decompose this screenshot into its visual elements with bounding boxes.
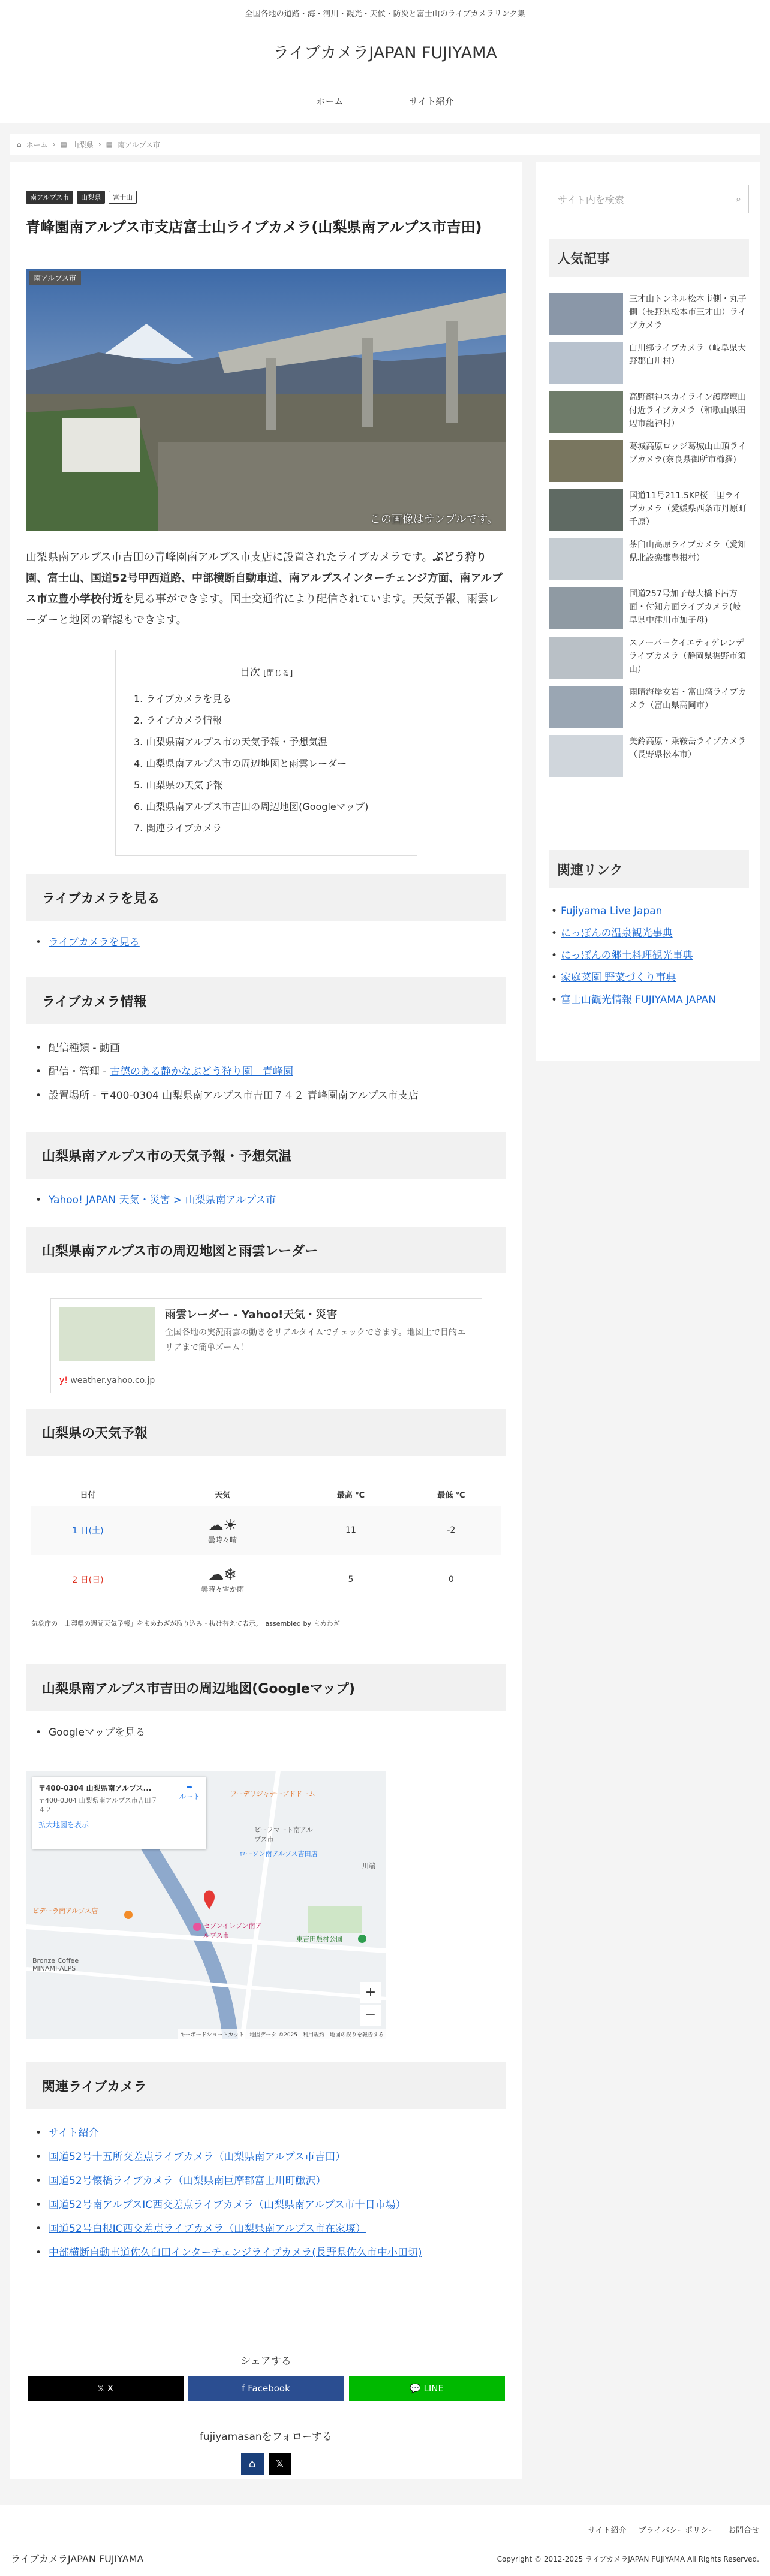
site-title[interactable]: ライブカメラJAPAN FUJIYAMA [273, 44, 497, 62]
map-address-title: 〒400-0304 山梨県南アルプス... [38, 1784, 152, 1792]
sample-caption: この画像はサンプルです。 [370, 513, 498, 526]
popular-item[interactable] [549, 637, 749, 683]
folder-icon: ▤ [106, 140, 113, 149]
popular-item[interactable] [549, 342, 749, 388]
weather-low: -2 [401, 1506, 501, 1555]
weather-col-high: 最高 ℃ [300, 1482, 401, 1506]
weather-col-weather: 天気 [145, 1482, 300, 1506]
copyright: Copyright © 2012-2025 ライブカメラJAPAN FUJIYAMA All Rights Reserved. [497, 2555, 759, 2563]
toc-header [134, 664, 399, 679]
section-heading: 山梨県南アルプス市の天気予報・予想気温 [26, 1132, 506, 1179]
related-link[interactable]: 国道52号懐橋ライブカメラ（山梨県南巨摩郡富士川町鰍沢） [49, 2175, 326, 2187]
map-place-label: Bronze Coffee MINAMI-ALPS [32, 1957, 79, 1972]
external-link[interactable]: 富士山観光情報 FUJIYAMA JAPAN [561, 994, 716, 1006]
category-tag[interactable]: 南アルプス市 [26, 191, 73, 204]
popular-item-title: 葛城高原ロッジ葛城山山頂ライブカメラ(奈良県御所市櫛羅) [629, 442, 747, 465]
popular-item-title: 国道11号211.5KP桜三里ライブカメラ（愛媛県西条市丹原町千原） [629, 491, 747, 527]
popular-item-title: 白川郷ライブカメラ（岐阜県大野郡白川村） [629, 344, 747, 366]
intro-highlight: ぶどう狩り園、富士山、国道52号甲西道路、中部横断自動車道、南アルプスインターチェンジ方面、南アルプス市立豊小学校付近 [26, 551, 503, 605]
search-input[interactable] [549, 185, 749, 213]
facebook-icon: f [242, 2383, 245, 2394]
toc-item[interactable]: 6. 山梨県南アルプス市吉田の周辺地図(Googleマップ) [134, 801, 369, 812]
toc-item[interactable]: 1. ライブカメラを見る [134, 693, 232, 704]
folder-icon: ▤ [60, 140, 67, 149]
map-place-label: ビーフマート南アルプス市 [254, 1826, 313, 1843]
eyecatch-image [26, 269, 506, 531]
search-icon[interactable]: ⌕ [736, 193, 741, 204]
list-item [35, 2169, 503, 2193]
intro-text: 山梨県南アルプス市吉田の青峰園南アルプス市支店に設置されたライブカメラです。 [26, 551, 433, 564]
popular-item-title: 茶臼山高原ライブカメラ（愛知県北設楽郡豊根村） [629, 540, 747, 563]
nav-about[interactable]: サイト紹介 [409, 96, 454, 107]
chevron-right-icon: › [52, 140, 56, 149]
follow-icons [10, 2453, 522, 2475]
list-item [35, 2241, 503, 2265]
map-place-label: フーデリジャナーブドドーム [230, 1790, 315, 1798]
list-item [549, 923, 749, 945]
section-list [35, 1188, 503, 1212]
map-address: 〒400-0304 山梨県南アルプス市吉田７４２ [38, 1797, 158, 1814]
weather-col-date: 日付 [31, 1482, 145, 1506]
camera-sample-image [26, 269, 506, 531]
list-item [35, 2121, 503, 2145]
list-item [549, 989, 749, 1011]
weather-cell [145, 1555, 300, 1604]
weather-text: 曇時々晴 [208, 1535, 237, 1544]
related-link[interactable]: 中部横断自動車道佐久臼田インターチェンジライブカメラ(長野県佐久市中小田切) [49, 2247, 422, 2259]
related-links-list [549, 900, 749, 1011]
yahoo-weather-link[interactable]: Yahoo! JAPAN 天気・災害 > 山梨県南アルプス市 [49, 1194, 276, 1206]
breadcrumb-city[interactable]: 南アルプス市 [117, 140, 161, 149]
share-section [10, 2352, 522, 2401]
popular-item-title: 美鈴高原・乗鞍岳ライブカメラ（長野県松本市） [629, 737, 747, 760]
breadcrumb-home[interactable]: ホーム [26, 140, 48, 149]
toc-item[interactable]: 4. 山梨県南アルプス市の周辺地図と雨雲レーダー [134, 758, 347, 769]
list-label: 配信・管理 - [49, 1066, 110, 1078]
related-link[interactable]: 国道52号十五所交差点ライブカメラ（山梨県南アルプス市吉田） [49, 2151, 346, 2163]
search-placeholder: サイト内を検索 [558, 194, 624, 206]
related-list [35, 2121, 503, 2265]
map-zoom-out-button[interactable]: − [360, 2005, 381, 2026]
map-place-label: ビデーラ南アルプス店 [32, 1907, 98, 1915]
toc-title: 目次 [239, 667, 260, 679]
share-x-label: X [107, 2383, 114, 2394]
table-row [31, 1506, 501, 1555]
footer-links [588, 2524, 759, 2535]
category-tag[interactable]: 山梨県 [77, 191, 105, 204]
list-item: • 配信種類 - 動画 [35, 1036, 503, 1060]
popular-thumbnail [549, 293, 623, 335]
section-heading: 関連ライブカメラ [26, 2062, 506, 2109]
popular-thumbnail [549, 587, 623, 629]
list-item [35, 930, 503, 954]
list-item [549, 945, 749, 967]
cloudy-snow-icon: ☁❄ [208, 1565, 237, 1584]
footer-link[interactable]: お問合せ [727, 2526, 759, 2535]
weather-date: 2 日(日) [72, 1575, 104, 1585]
related-link[interactable]: サイト紹介 [49, 2127, 99, 2139]
site-tagline: 全国各地の道路・海・河川・観光・天候・防災と富士山のライブカメラリンク集 [245, 10, 525, 19]
list-item [35, 2217, 503, 2241]
weather-source-note: 気象庁の「山梨県の週間天気予報」をまめわざが取り込み・抜け替えて表示。 assembled by まめわざ [31, 1620, 340, 1628]
popular-thumbnail [549, 489, 623, 531]
weather-text: 曇時々雪か雨 [201, 1584, 245, 1593]
map-zoom-in-button[interactable]: + [360, 1982, 381, 2003]
external-link[interactable]: 家庭菜園 野菜づくり事典 [561, 972, 676, 984]
related-link[interactable]: 国道52号白根IC西交差点ライブカメラ（山梨県南アルプス市在家塚） [49, 2223, 366, 2235]
section-list [35, 1036, 503, 1108]
toc-toggle[interactable]: [閉じる] [263, 669, 293, 678]
toc-item[interactable]: 2. ライブカメラ情報 [134, 715, 222, 726]
external-link[interactable]: Fujiyama Live Japan [561, 905, 663, 917]
section-heading: 山梨県南アルプス市吉田の周辺地図(Googleマップ) [26, 1664, 506, 1711]
yahoo-icon: y! [59, 1376, 68, 1385]
share-facebook-button[interactable] [188, 2376, 344, 2401]
share-line-label: LINE [423, 2383, 444, 2394]
list-item [35, 2145, 503, 2169]
table-of-contents [115, 650, 417, 856]
global-nav [0, 95, 770, 107]
map-place-label: 川端 [362, 1862, 375, 1870]
intro-paragraph [26, 547, 506, 631]
nav-home[interactable]: ホーム [316, 96, 344, 107]
popular-item[interactable] [549, 489, 749, 536]
popular-thumbnail [549, 686, 623, 728]
entry-title: 青峰園南アルプス市支店富士山ライブカメラ(山梨県南アルプス市吉田) [26, 219, 482, 236]
popular-item[interactable] [549, 686, 749, 733]
manager-link[interactable]: 古德のある静かなぶどう狩り園 青峰園 [109, 1066, 293, 1078]
popular-item-title: 雨晴海岸女岩・富山湾ライブカメラ（富山県高岡市） [629, 688, 747, 710]
links-heading: 関連リンク [549, 850, 749, 888]
x-icon[interactable]: 𝕏 [269, 2453, 291, 2475]
breadcrumb [10, 134, 760, 155]
list-item [35, 1060, 503, 1084]
map-route-button[interactable] [179, 1783, 200, 1801]
popular-item-title: 国道257号加子母大橋下呂方面・付知方面ライブカメラ(岐阜県中津川市加子母) [629, 589, 741, 625]
blog-card-domain: weather.yahoo.co.jp [70, 1376, 155, 1385]
site-footer [0, 2505, 770, 2576]
follow-section [10, 2428, 522, 2475]
map-place-label: セブンイレブン南アルプス市 [203, 1922, 262, 1939]
share-x-button[interactable] [28, 2376, 184, 2401]
blog-card-title: 雨雲レーダー - Yahoo!天気・災害 [165, 1309, 338, 1321]
popular-thumbnail [549, 342, 623, 384]
category-tags [26, 191, 137, 204]
site-header [0, 0, 770, 123]
map-info-card [32, 1777, 206, 1849]
popular-item-title: スノーパークイエティゲレンデライブカメラ（静岡県裾野市須山） [629, 638, 747, 674]
share-title: シェアする [240, 2355, 291, 2367]
popular-thumbnail [549, 391, 623, 433]
sidebar [536, 162, 760, 1061]
section-list [35, 930, 503, 954]
section-heading: ライブカメラ情報 [26, 977, 506, 1024]
intro-tail: を見る事ができます。国土交通省により配信されています。天気予報、雨雲レーダーと地図の確認もできます。 [26, 593, 500, 626]
share-buttons [10, 2376, 522, 2401]
live-camera-link[interactable]: ライブカメラを見る [49, 936, 140, 948]
popular-item-title: 高野龍神スカイライン護摩壇山付近ライブカメラ（和歌山県田辺市龍神村） [629, 393, 747, 429]
external-link[interactable]: にっぽんの郷土料理観光事典 [561, 950, 693, 962]
popular-heading: 人気記事 [549, 239, 749, 277]
footer-site-name[interactable]: ライブカメラJAPAN FUJIYAMA [11, 2553, 144, 2565]
cloudy-sunny-icon: ☁☀ [207, 1516, 237, 1535]
section-list [35, 1721, 503, 1745]
list-item: • Googleマップを見る [35, 1721, 503, 1745]
main-content [10, 162, 522, 2479]
map-place-label: 東吉田農村公園 [296, 1935, 342, 1943]
blog-card-thumbnail [59, 1307, 155, 1361]
external-link[interactable]: にっぽんの温泉観光事典 [561, 927, 673, 939]
toc-item[interactable]: 3. 山梨県南アルプス市の天気予報・予想気温 [134, 736, 328, 748]
weather-col-low: 最低 ℃ [401, 1482, 501, 1506]
blog-card-site [59, 1376, 155, 1385]
table-row [31, 1555, 501, 1604]
route-label: ルート [178, 1792, 200, 1801]
related-link[interactable]: 国道52号南アルプスIC西交差点ライブカメラ（山梨県南アルプス市十日市場） [49, 2199, 406, 2211]
popular-item-title: 三才山トンネル松本市側・丸子側（長野県松本市三才山）ライブカメラ [629, 294, 747, 330]
footer-link[interactable]: サイト紹介 [588, 2526, 627, 2535]
list-item [549, 967, 749, 989]
x-icon: 𝕏 [97, 2383, 105, 2394]
list-item [549, 900, 749, 923]
follow-title: fujiyamasanをフォローする [199, 2431, 332, 2443]
home-icon: ⌂ [17, 140, 22, 149]
toc-item[interactable]: 5. 山梨県の天気予報 [134, 779, 223, 791]
share-line-button[interactable] [349, 2376, 505, 2401]
section-heading: ライブカメラを見る [26, 874, 506, 921]
weather-date: 1 日(土) [31, 1506, 145, 1555]
footer-link[interactable]: プライバシーポリシー [638, 2526, 716, 2535]
popular-item[interactable] [549, 391, 749, 438]
chevron-right-icon: › [98, 140, 101, 149]
blog-card-description: 全国各地の実況雨雲の動きをリアルタイムでチェックできます。地図上で目的エリアまで簡単ズーム！ [165, 1328, 466, 1352]
weather-cell [145, 1506, 300, 1555]
popular-thumbnail [549, 735, 623, 777]
eyecatch-category-label: 南アルプス市 [29, 271, 81, 285]
weather-low: 0 [448, 1575, 454, 1584]
popular-thumbnail [549, 440, 623, 482]
section-heading: 山梨県南アルプス市の周辺地図と雨雲レーダー [26, 1227, 506, 1273]
google-map-embed[interactable] [26, 1771, 386, 2039]
list-item [35, 1188, 503, 1212]
popular-thumbnail [549, 538, 623, 580]
tag-chip[interactable]: 富士山 [109, 191, 137, 204]
share-facebook-label: Facebook [248, 2383, 290, 2394]
section-heading: 山梨県の天気予報 [26, 1409, 506, 1456]
popular-item[interactable] [549, 440, 749, 487]
weather-high: 11 [300, 1506, 401, 1555]
breadcrumb-pref[interactable]: 山梨県 [71, 140, 94, 149]
weather-high: 5 [348, 1575, 354, 1584]
directions-icon: ➦ [186, 1783, 193, 1791]
blog-card[interactable] [50, 1298, 482, 1393]
enlarge-map-link[interactable]: 拡大地図を表示 [38, 1821, 89, 1829]
popular-item[interactable] [549, 293, 749, 339]
list-item [35, 2193, 503, 2217]
home-icon[interactable]: ⌂ [241, 2453, 264, 2475]
popular-thumbnail [549, 637, 623, 679]
popular-item[interactable] [549, 587, 749, 634]
popular-item[interactable] [549, 538, 749, 585]
toc-item[interactable]: 7. 関連ライブカメラ [134, 822, 222, 834]
popular-item[interactable] [549, 735, 749, 782]
line-icon: 💬 [410, 2383, 421, 2394]
list-item: • 設置場所 - 〒400-0304 山梨県南アルプス市吉田７４２ 青峰園南アルプス市支店 [35, 1084, 503, 1108]
weather-table [31, 1482, 501, 1628]
map-footer: キーボードショートカット 地図データ ©2025 利用規約 地図の誤りを報告する [178, 2029, 386, 2039]
map-place-label: ローソン南アルプス吉田店 [239, 1850, 318, 1858]
